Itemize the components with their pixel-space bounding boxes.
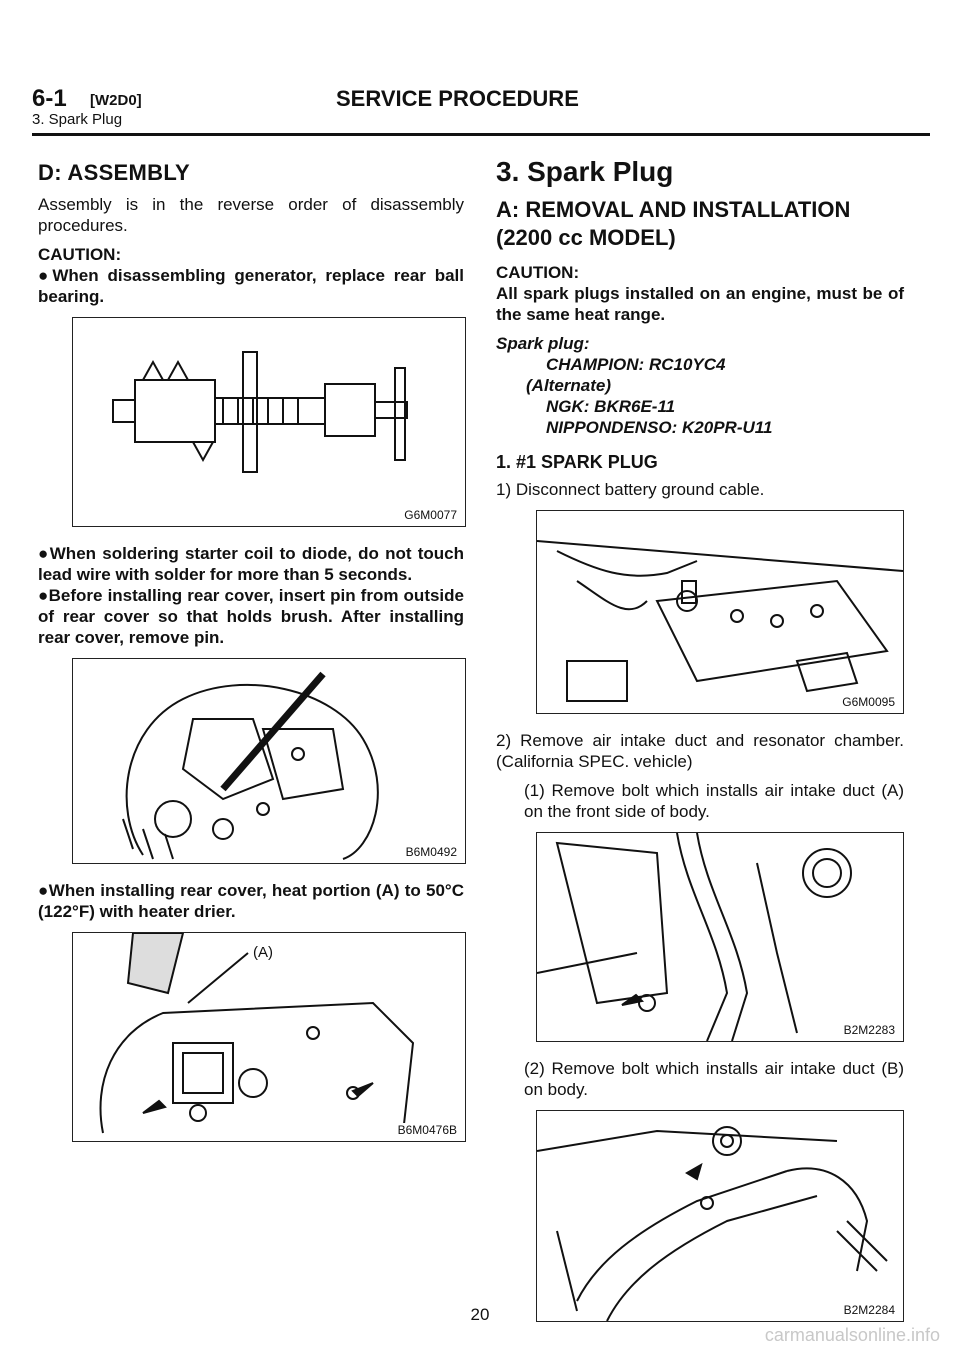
figure-caption: B2M2284: [843, 1303, 895, 1317]
spec-ngk: NGK: BKR6E-11: [546, 397, 676, 416]
step-2-2: (2) Remove bolt which installs air intake duct (B) on body.: [524, 1059, 904, 1099]
bearing-puller-illustration: [73, 318, 465, 526]
header-rule: [32, 133, 930, 136]
caution-label: CAUTION:: [38, 245, 122, 264]
subsection-heading: A: REMOVAL AND INSTALLATION (2200 cc MODEL): [496, 197, 851, 250]
intake-duct-body-illustration: [537, 1111, 903, 1321]
step-2: 2) Remove air intake duct and resonator chamber. (California SPEC. vehicle): [496, 731, 904, 771]
caution-bullet-2: [38, 543, 464, 585]
spec-nippondenso: NIPPONDENSO: K20PR-U11: [546, 418, 773, 437]
bullet-3-text: Before installing rear cover, insert pin from outside of rear cover so that holds brush. After installing rear cover, remove pin.: [38, 586, 464, 647]
battery-cable-illustration: [537, 511, 903, 713]
page-number: 20: [470, 1305, 490, 1324]
figure-intake-duct-front: [536, 832, 904, 1042]
header-title: SERVICE PROCEDURE: [336, 86, 579, 111]
section-title-spark-plug: 3. Spark Plug: [496, 156, 674, 187]
assembly-intro: Assembly is in the reverse order of disassembly procedures.: [38, 195, 464, 235]
figure-caption: B6M0492: [405, 845, 457, 859]
step-heading: 1. #1 SPARK PLUG: [496, 452, 658, 472]
right-column: [496, 150, 904, 1338]
rear-cover-pin-illustration: [73, 659, 465, 863]
figure-heater-drier: [72, 932, 466, 1142]
caution-label: CAUTION:: [496, 263, 580, 282]
spark-plug-label: Spark plug:: [496, 334, 590, 353]
step-1: 1) Disconnect battery ground cable.: [496, 480, 765, 499]
section-heading-assembly: D: ASSEMBLY: [38, 160, 191, 185]
figure-bearing-puller: [72, 317, 466, 527]
bullet-4-text: When installing rear cover, heat portion (A) to 50°C (122°F) with heater drier.: [38, 881, 464, 921]
bullet-icon: ●: [38, 586, 49, 605]
watermark: carmanualsonline.info: [764, 1325, 940, 1345]
bullet-icon: ●: [38, 266, 53, 285]
figure-caption: G6M0077: [404, 508, 457, 522]
header-section: 3. Spark Plug: [32, 111, 123, 128]
bullet-icon: ●: [38, 544, 50, 563]
figure-caption: B6M0476B: [397, 1123, 457, 1137]
caution-bullet-1: [38, 265, 464, 307]
label-a: (A): [253, 944, 273, 961]
bullet-2-text: When soldering starter coil to diode, do not touch lead wire with solder for more than 5 seconds.: [38, 544, 464, 584]
figure-caption: B2M2283: [843, 1023, 895, 1037]
caution-bullet-3: [38, 585, 464, 648]
step-2-1: (1) Remove bolt which installs air intake duct (A) on the front side of body.: [524, 781, 904, 821]
figure-intake-duct-body: [536, 1110, 904, 1322]
bullet-1-text: When disassembling generator, replace rear ball bearing.: [38, 266, 464, 306]
figure-rear-cover-pin: [72, 658, 466, 864]
caution-bullet-4: [38, 880, 464, 922]
spec-alternate: (Alternate): [526, 376, 612, 395]
chapter-code: 6-1: [32, 85, 67, 112]
figure-caption: G6M0095: [842, 695, 895, 709]
figure-battery-cable: [536, 510, 904, 714]
chapter-tag: [W2D0]: [90, 92, 142, 109]
intake-duct-front-illustration: [537, 833, 903, 1041]
spec-champion: CHAMPION: RC10YC4: [546, 355, 726, 374]
bullet-icon: ●: [38, 881, 49, 900]
heater-drier-illustration: [73, 933, 465, 1141]
caution-text: All spark plugs installed on an engine, must be of the same heat range.: [496, 284, 904, 324]
left-column: [38, 150, 464, 1158]
